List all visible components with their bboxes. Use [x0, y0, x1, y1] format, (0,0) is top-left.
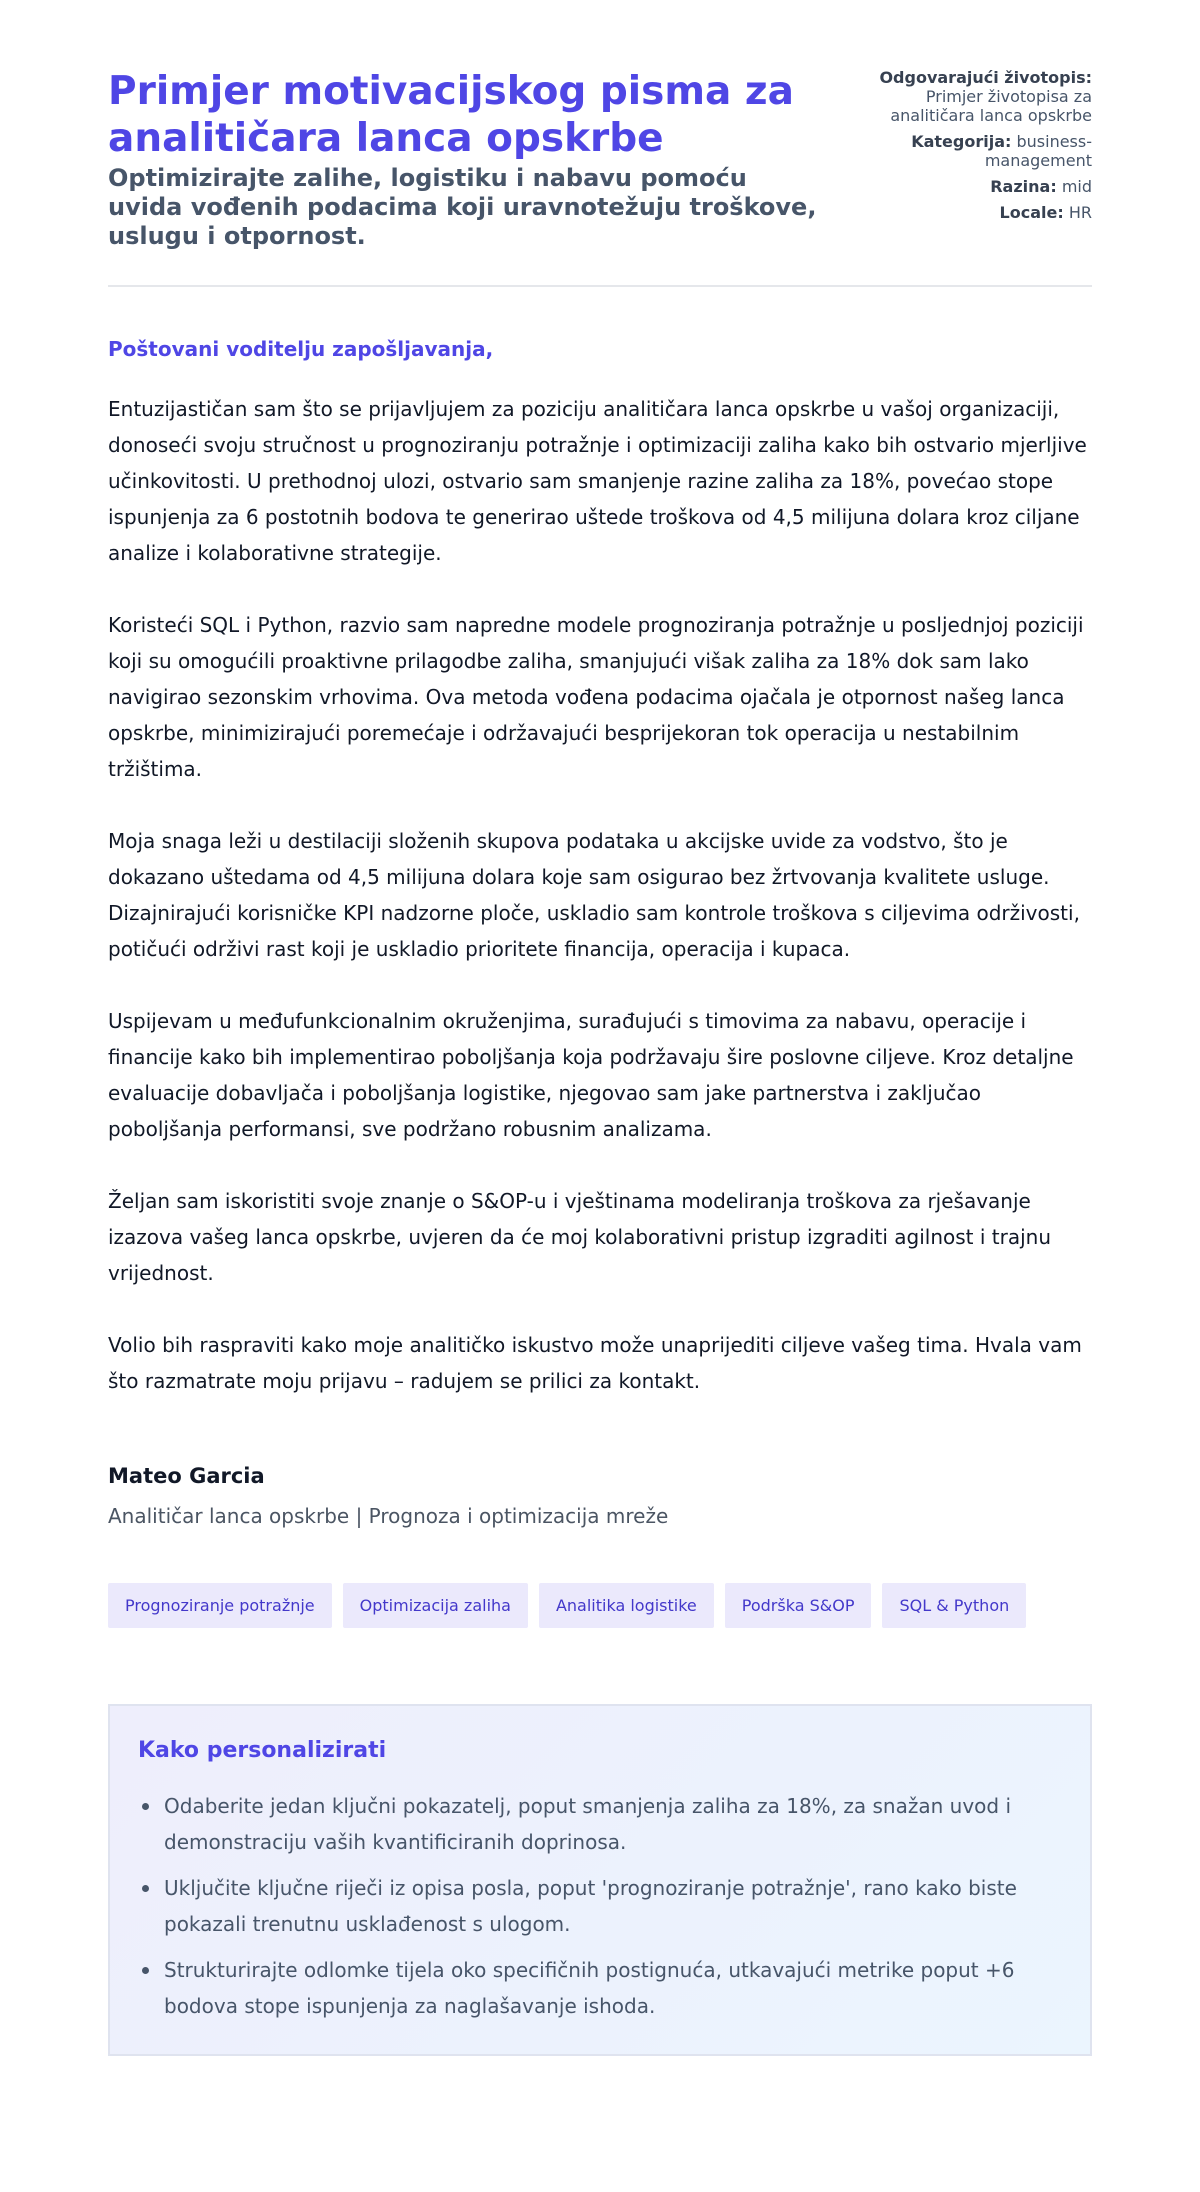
page-header — [108, 68, 1092, 287]
skill-tag: Podrška S&OP — [725, 1583, 872, 1628]
letter-body — [108, 287, 1092, 1399]
bullet-icon — [142, 1885, 149, 1892]
skill-tag: Analitika logistike — [539, 1583, 714, 1628]
bullet-icon — [142, 1803, 149, 1810]
bullet-icon — [142, 1967, 149, 1974]
meta-locale-label: Locale: — [999, 203, 1064, 222]
tips-item — [138, 1952, 1060, 2024]
tips-list — [138, 1788, 1060, 2024]
header-titles — [108, 68, 828, 251]
page-subtitle: Optimizirajte zalihe, logistiku i nabavu pomoću uvida vođenih podacima koji uravnotežuju troškove, uslugu i otpornost. — [108, 164, 817, 250]
letter-paragraph: Željan sam iskoristiti svoje znanje o S&OP-u i vještinama modeliranja troškova za rješavanje izazova vašeg lanca opskrbe, uvjeren da će moj kolaborativni pristup izgraditi agilnost i trajnu vrijednost. — [108, 1189, 1052, 1285]
skill-tag: Prognoziranje potražnje — [108, 1583, 332, 1628]
letter-paragraph: Koristeći SQL i Python, razvio sam napredne modele prognoziranja potražnje u posljednjoj poziciji koji su omogućili proaktivne prilagodbe zaliha, smanjujući višak zaliha za 18% dok sam lako navigirao sezonskim vrhovima. Ova metoda vođena podacima ojačala je otpornost našeg lanca opskrbe, minimizirajući poremećaje i održavajući besprijekoran tok operacija u nestabilnim tržištima. — [108, 613, 1084, 781]
signature-name: Mateo Garcia — [108, 1464, 265, 1488]
meta-resume — [852, 68, 1092, 125]
meta-resume-value: Primjer životopisa za analitičara lanca opskrbe — [890, 87, 1092, 125]
meta-panel — [852, 68, 1092, 229]
meta-level-label: Razina: — [990, 177, 1057, 196]
tips-item — [138, 1788, 1060, 1860]
letter-greeting: Poštovani voditelju zapošljavanja, — [108, 337, 494, 361]
skill-tag: SQL & Python — [882, 1583, 1026, 1628]
meta-category — [852, 132, 1092, 170]
tips-title: Kako personalizirati — [138, 1738, 387, 1763]
meta-category-value: business-management — [984, 132, 1092, 170]
meta-category-label: Kategorija: — [911, 132, 1012, 151]
meta-locale-value: HR — [1068, 203, 1092, 222]
signature-title: Analitičar lanca opskrbe | Prognoza i optimizacija mreže — [108, 1504, 669, 1528]
signature-block — [108, 1461, 1092, 1531]
meta-resume-label: Odgovarajući životopis: — [879, 68, 1092, 87]
letter-paragraph: Entuzijastičan sam što se prijavljujem za poziciju analitičara lanca opskrbe u vašoj organizaciji, donoseći svoju stručnost u prognoziranju potražnje i optimizaciji zaliha kako bih ostvario mjerljive učinkovitosti. U prethodnoj ulozi, ostvario sam smanjenje razine zaliha za 18%, povećao stope ispunjenja za 6 postotnih bodova te generirao uštede troškova od 4,5 milijuna dolara kroz ciljane analize i kolaborativne strategije. — [108, 397, 1087, 565]
skill-tags — [108, 1583, 1092, 1628]
page-title: Primjer motivacijskog pisma za analitičara lanca opskrbe — [108, 69, 794, 161]
tips-item-text: Strukturirajte odlomke tijela oko specifičnih postignuća, utkavajući metrike poput +6 bodova stope ispunjenja za naglašavanje ishoda. — [164, 1958, 1015, 2018]
meta-locale — [852, 203, 1092, 222]
letter-paragraph: Uspijevam u međufunkcionalnim okruženjima, surađujući s timovima za nabavu, operacije i financije kako bih implementirao poboljšanja koja podržavaju šire poslovne ciljeve. Kroz detaljne evaluacije dobavljača i poboljšanja logistike, njegovao sam jake partnerstva i zaključao poboljšanja performansi, sve podržano robusnim analizama. — [108, 1009, 1074, 1141]
tips-item — [138, 1870, 1060, 1942]
personalization-tips — [108, 1704, 1092, 2056]
meta-level-value: mid — [1061, 177, 1092, 196]
skill-tag: Optimizacija zaliha — [343, 1583, 528, 1628]
letter-paragraph: Volio bih raspraviti kako moje analitičko iskustvo može unaprijediti ciljeve vašeg tima. Hvala vam što razmatrate moju prijavu – radujem se prilici za kontakt. — [108, 1333, 1082, 1393]
letter-paragraph: Moja snaga leži u destilaciji složenih skupova podataka u akcijske uvide za vodstvo, što je dokazano uštedama od 4,5 milijuna dolara koje sam osigurao bez žrtvovanja kvalitete usluge. Dizajnirajući korisničke KPI nadzorne ploče, uskladio sam kontrole troškova s ciljevima održivosti, potičući održivi rast koji je uskladio prioritete financija, operacija i kupaca. — [108, 829, 1080, 961]
tips-item-text: Odaberite jedan ključni pokazatelj, poput smanjenja zaliha za 18%, za snažan uvod i demonstraciju vaših kvantificiranih doprinosa. — [164, 1794, 1012, 1854]
meta-level — [852, 177, 1092, 196]
tips-item-text: Uključite ključne riječi iz opisa posla, poput 'prognoziranje potražnje', rano kako biste pokazali trenutnu usklađenost s ulogom. — [164, 1876, 1017, 1936]
